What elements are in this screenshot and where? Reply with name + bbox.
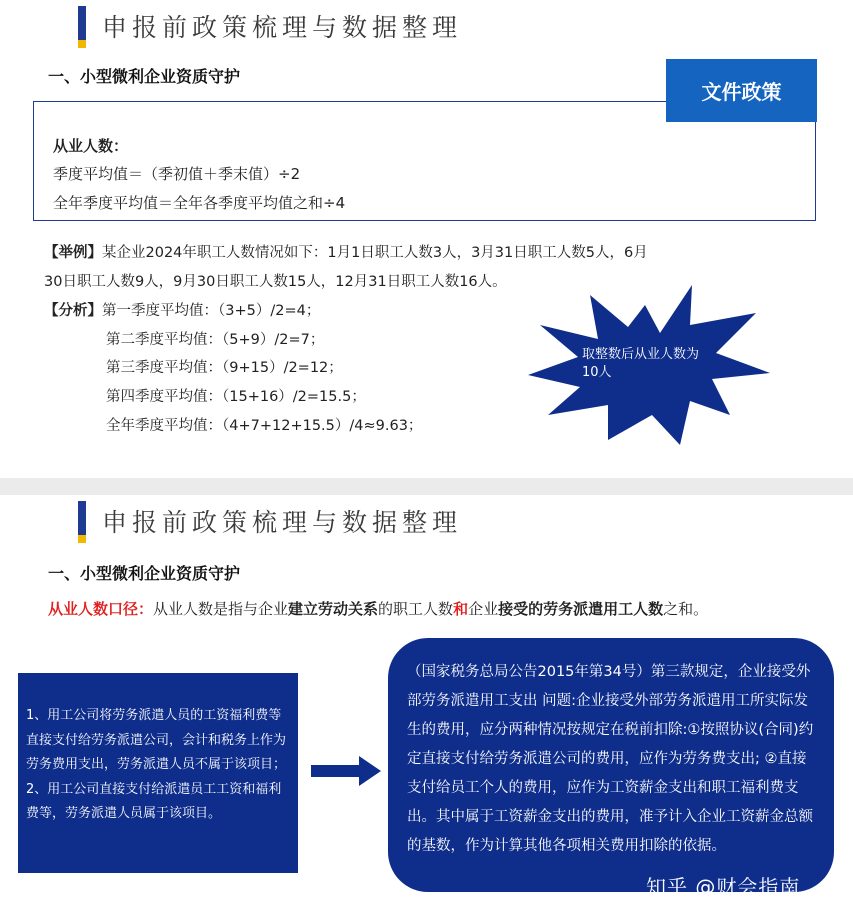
analysis-line-1 — [44, 299, 320, 320]
left-item-2: 2、用工公司直接支付给派遣员工工资和福利费等，劳务派遣人员属于该项目。 — [26, 781, 282, 821]
formula-quarter: 季度平均值＝（季初值＋季末值）÷2 — [53, 165, 301, 183]
definition-label: 从业人数口径： — [48, 600, 154, 618]
definition-bold-1: 建立劳动关系 — [288, 600, 379, 618]
starburst-text: 取整数后从业人数为10人 — [582, 347, 700, 380]
right-arrow-icon — [311, 756, 381, 786]
left-item-1: 1、用工公司将劳务派遣人员的工资福利费等直接支付给劳务派遣公司，会计和税务上作为劳务费用支出，劳务派遣人员不属于该项目； — [26, 708, 287, 772]
watermark: 知乎 @财会指南 — [646, 875, 801, 899]
definition-part-2: 的职工人数 — [378, 600, 454, 618]
slide-title: 申报前政策梳理与数据整理 — [102, 508, 463, 537]
title-bar-accent — [78, 535, 86, 543]
formula-year: 全年季度平均值＝全年各季度平均值之和÷4 — [53, 194, 346, 212]
analysis-line-2: 第二季度平均值：（5+9）/2=7； — [106, 332, 325, 348]
right-info-box: （国家税务总局公告2015年第34号）第三款规定，企业接受外部劳务派遣用工支出 问题:企业接受外部劳务派遣用工所实际发生的费用，应分两种情况按规定在税前扣除:①按照协议(合同)约定直接支付给劳务派遣公司的费用，应作为劳务费支出; ②直接支付给员工个人的费用，应作为工资薪金支出和职工福利费支出。其中属于工资薪金支出的费用，准予计入企业工资薪金总额的基数，作为计算其他各项相关费用扣除的依据。 — [388, 638, 834, 892]
slide-2 — [0, 495, 853, 922]
section-heading: 一、小型微利企业资质守护 — [48, 564, 241, 583]
analysis-line-5: 全年季度平均值：（4+7+12+15.5）/4≈9.63； — [106, 418, 423, 434]
definition-part-4: 之和。 — [663, 600, 709, 618]
definition-bold-2: 接受的劳务派遣用工人数 — [498, 600, 664, 618]
analysis-text: 第一季度平均值：（3+5）/2=4； — [102, 303, 321, 319]
title-bar-accent — [78, 40, 86, 48]
definition-part-3: 企业 — [468, 600, 499, 618]
example-line-2: 30日职工人数9人，9月30日职工人数15人，12月31日职工人数16人。 — [44, 274, 507, 290]
example-text-1: 某企业2024年职工人数情况如下：1月1日职工人数3人，3月31日职工人数5人，6月 — [102, 245, 648, 261]
slide-title: 申报前政策梳理与数据整理 — [102, 13, 463, 42]
box-heading: 从业人数： — [53, 137, 129, 155]
analysis-line-4: 第四季度平均值：（15+16）/2=15.5； — [106, 389, 366, 405]
left-info-box — [18, 673, 298, 873]
example-line-1 — [44, 241, 648, 262]
policy-tag: 文件政策 — [666, 59, 817, 122]
definition-part-1: 从业人数是指与企业 — [153, 600, 289, 618]
definition-and: 和 — [453, 600, 469, 618]
section-heading: 一、小型微利企业资质守护 — [48, 67, 241, 86]
example-label: 【举例】 — [44, 245, 102, 261]
analysis-label: 【分析】 — [44, 303, 102, 319]
analysis-line-3: 第三季度平均值：（9+15）/2=12； — [106, 360, 343, 376]
definition-line — [48, 598, 708, 619]
